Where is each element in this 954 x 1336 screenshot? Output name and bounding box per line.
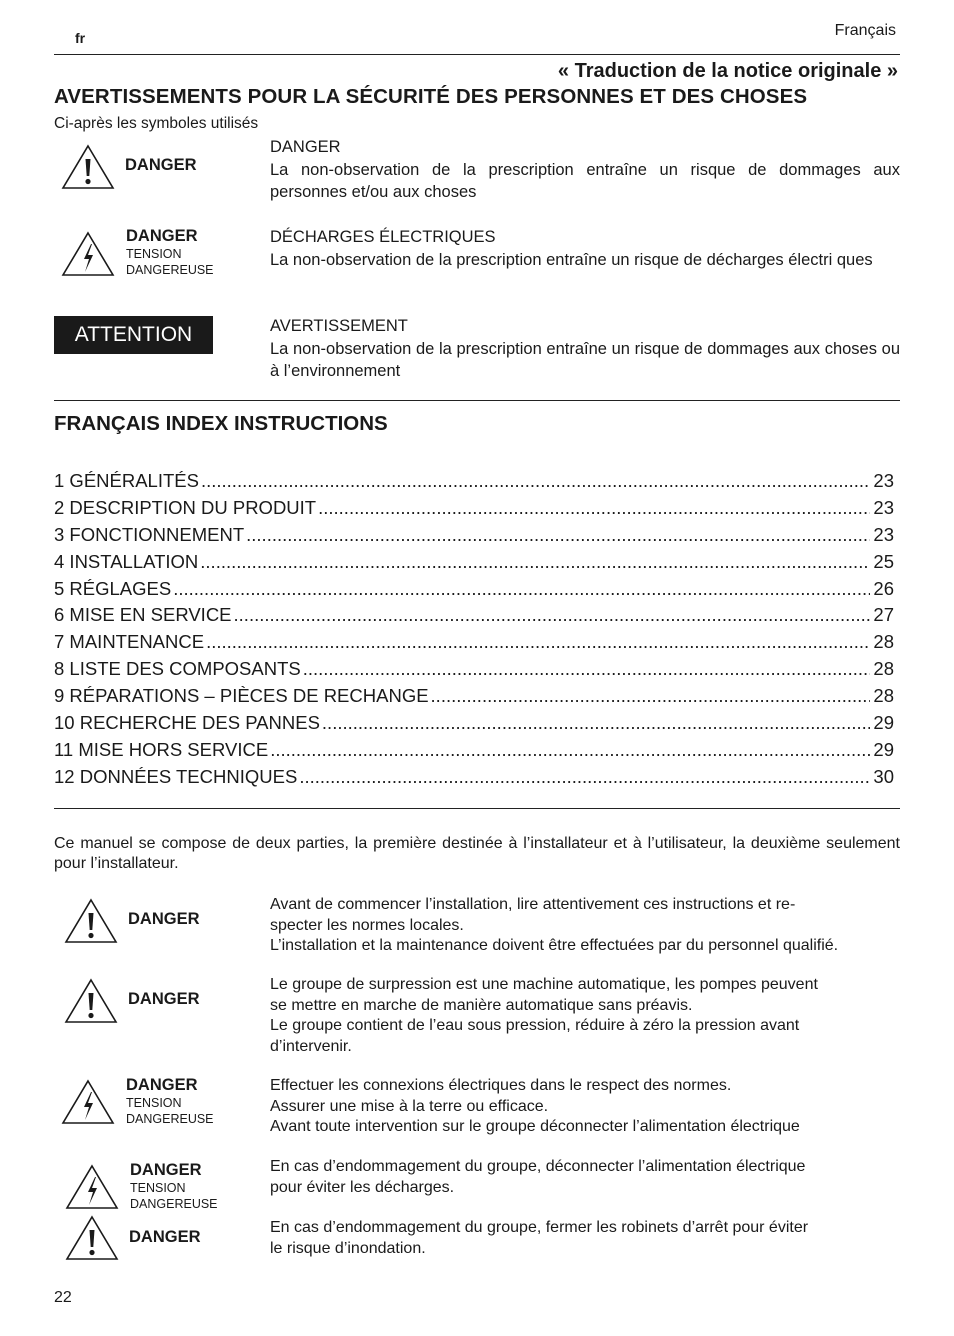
toc-leader bbox=[234, 604, 871, 626]
toc-leader bbox=[173, 578, 870, 600]
warning-label: DANGER bbox=[129, 1228, 201, 1246]
warning-text bbox=[270, 895, 895, 957]
toc-page: 27 bbox=[873, 604, 894, 626]
warning-line: Avant de commencer l’installation, lire attentivement ces instructions et re- bbox=[270, 896, 796, 913]
electric-hazard-icon bbox=[64, 1163, 120, 1211]
manual-intro: Ce manuel se compose de deux parties, la première destinée à l’installateur et à l’utilisateur, la deuxième seulement pour l’installateur. bbox=[54, 835, 900, 872]
toc-leader bbox=[270, 739, 870, 761]
warning-line: Le groupe contient de l’eau sous pression, réduire à zéro la pression avant bbox=[270, 1017, 800, 1034]
warning-exclamation-icon bbox=[64, 1214, 120, 1262]
page-title: AVERTISSEMENTS POUR LA SÉCURITÉ DES PERSONNES ET DES CHOSES bbox=[54, 85, 808, 108]
symbol-description bbox=[270, 226, 900, 271]
warning-exclamation-icon bbox=[63, 977, 119, 1025]
toc-label: 11 MISE HORS SERVICE bbox=[54, 738, 269, 760]
symbols-intro: Ci-après les symboles utilisés bbox=[54, 115, 259, 132]
warning-label-group bbox=[130, 1161, 225, 1212]
table-of-contents bbox=[54, 470, 894, 793]
toc-leader bbox=[206, 631, 870, 653]
warning-line: En cas d’endommagement du groupe, déconnecter l’alimentation électrique bbox=[270, 1158, 806, 1175]
warning-line: specter les normes locales. bbox=[270, 916, 464, 934]
warning-line: Le groupe de surpression est une machine automatique, les pompes peuvent bbox=[270, 976, 818, 993]
toc-label: 5 RÉGLAGES bbox=[54, 577, 172, 599]
toc-leader bbox=[201, 470, 870, 492]
toc-leader bbox=[318, 497, 870, 519]
warning-label: DANGER bbox=[126, 1076, 198, 1094]
warning-line: d’intervenir. bbox=[270, 1037, 352, 1055]
symbol-label: DANGER bbox=[125, 156, 197, 174]
symbol-label-group bbox=[126, 227, 221, 278]
page-number: 22 bbox=[54, 1289, 72, 1306]
toc-item[interactable] bbox=[54, 497, 894, 524]
toc-label: 3 FONCTIONNEMENT bbox=[54, 523, 245, 545]
toc-page: 23 bbox=[873, 470, 894, 491]
symbol-text: La non-observation de la prescription entraîne un risque de dommages aux personnes et/ou aux choses bbox=[270, 160, 900, 201]
symbol-heading: AVERTISSEMENT bbox=[270, 317, 408, 335]
warning-label: DANGER bbox=[128, 910, 200, 928]
warning-sublabel: TENSION DANGEREUSE bbox=[130, 1181, 218, 1211]
symbol-label: DANGER bbox=[126, 227, 198, 245]
toc-page: 28 bbox=[873, 658, 894, 680]
toc-page: 29 bbox=[873, 712, 894, 734]
toc-leader bbox=[322, 712, 871, 734]
toc-leader bbox=[303, 658, 871, 680]
toc-item[interactable] bbox=[54, 524, 894, 551]
attention-badge: ATTENTION bbox=[54, 316, 213, 354]
toc-item[interactable] bbox=[54, 551, 894, 578]
language-name: Français bbox=[834, 22, 896, 39]
toc-item[interactable] bbox=[54, 631, 894, 658]
symbol-description bbox=[270, 136, 900, 204]
toc-label: 10 RECHERCHE DES PANNES bbox=[54, 712, 320, 734]
warning-line: L’installation et la maintenance doivent être effectuées par du personnel qualifié. bbox=[270, 937, 839, 954]
toc-label: 1 GÉNÉRALITÉS bbox=[54, 470, 199, 491]
symbol-sublabel: TENSION DANGEREUSE bbox=[126, 247, 214, 277]
language-code: fr bbox=[75, 30, 86, 46]
warning-line: Effectuer les connexions électriques dans le respect des normes. bbox=[270, 1077, 732, 1094]
toc-label: 9 RÉPARATIONS – PIÈCES DE RECHANGE bbox=[54, 685, 429, 707]
symbol-heading: DÉCHARGES ÉLECTRIQUES bbox=[270, 228, 496, 246]
warning-line: Avant toute intervention sur le groupe déconnecter l’alimentation électrique bbox=[270, 1118, 800, 1135]
toc-page: 26 bbox=[873, 577, 894, 599]
section-divider bbox=[54, 808, 900, 809]
warning-label: DANGER bbox=[128, 990, 200, 1008]
toc-item[interactable] bbox=[54, 578, 894, 605]
warning-line: se mettre en marche de manière automatique sans préavis. bbox=[270, 996, 693, 1014]
toc-item[interactable] bbox=[54, 712, 894, 739]
toc-label: 6 MISE EN SERVICE bbox=[54, 604, 232, 626]
section-divider bbox=[54, 400, 900, 401]
warning-label-group bbox=[126, 1076, 221, 1127]
warning-label: DANGER bbox=[130, 1161, 202, 1179]
symbol-heading: DANGER bbox=[270, 138, 341, 156]
symbol-text: La non-observation de la prescription entraîne un risque de décharges électri ques bbox=[270, 250, 873, 269]
toc-item[interactable] bbox=[54, 658, 894, 685]
toc-label: 4 INSTALLATION bbox=[54, 550, 199, 572]
electric-hazard-icon bbox=[60, 1078, 116, 1126]
warning-text bbox=[270, 975, 895, 1057]
warning-line: En cas d’endommagement du groupe, fermer les robinets d’arrêt pour éviter bbox=[270, 1219, 809, 1236]
translation-note: « Traduction de la notice originale » bbox=[557, 60, 898, 82]
toc-label: 7 MAINTENANCE bbox=[54, 631, 205, 653]
toc-page: 28 bbox=[873, 685, 894, 707]
warning-line: pour éviter les décharges. bbox=[270, 1178, 455, 1196]
toc-page: 29 bbox=[873, 738, 894, 760]
toc-page: 25 bbox=[873, 550, 894, 572]
toc-page: 23 bbox=[873, 496, 894, 518]
warning-line: le risque d’inondation. bbox=[270, 1239, 426, 1257]
index-title: FRANÇAIS INDEX INSTRUCTIONS bbox=[54, 412, 388, 435]
warning-exclamation-icon bbox=[63, 897, 119, 945]
toc-page: 30 bbox=[873, 765, 894, 787]
warning-text bbox=[270, 1218, 895, 1259]
symbol-text: La non-observation de la prescription entraîne un risque de dommages aux choses ou à l’environnement bbox=[270, 339, 900, 380]
toc-item[interactable] bbox=[54, 739, 894, 766]
toc-leader bbox=[299, 766, 870, 788]
toc-item[interactable] bbox=[54, 766, 894, 793]
toc-item[interactable] bbox=[54, 604, 894, 631]
warning-line: Assurer une mise à la terre ou efficace. bbox=[270, 1097, 549, 1115]
toc-leader bbox=[431, 685, 871, 707]
toc-page: 23 bbox=[873, 523, 894, 545]
electric-hazard-icon bbox=[60, 230, 116, 278]
toc-leader bbox=[200, 551, 870, 573]
toc-leader bbox=[246, 524, 870, 546]
warning-exclamation-icon bbox=[60, 143, 116, 191]
warning-sublabel: TENSION DANGEREUSE bbox=[126, 1096, 214, 1126]
warning-text bbox=[270, 1076, 895, 1138]
warning-text bbox=[270, 1157, 895, 1198]
toc-page: 28 bbox=[873, 631, 894, 653]
symbol-description bbox=[270, 315, 900, 383]
header-divider bbox=[54, 54, 900, 55]
toc-label: 12 DONNÉES TECHNIQUES bbox=[54, 765, 298, 787]
toc-label: 2 DESCRIPTION DU PRODUIT bbox=[54, 496, 317, 518]
toc-label: 8 LISTE DES COMPOSANTS bbox=[54, 658, 301, 680]
toc-item[interactable] bbox=[54, 685, 894, 712]
toc-item[interactable] bbox=[54, 470, 894, 497]
